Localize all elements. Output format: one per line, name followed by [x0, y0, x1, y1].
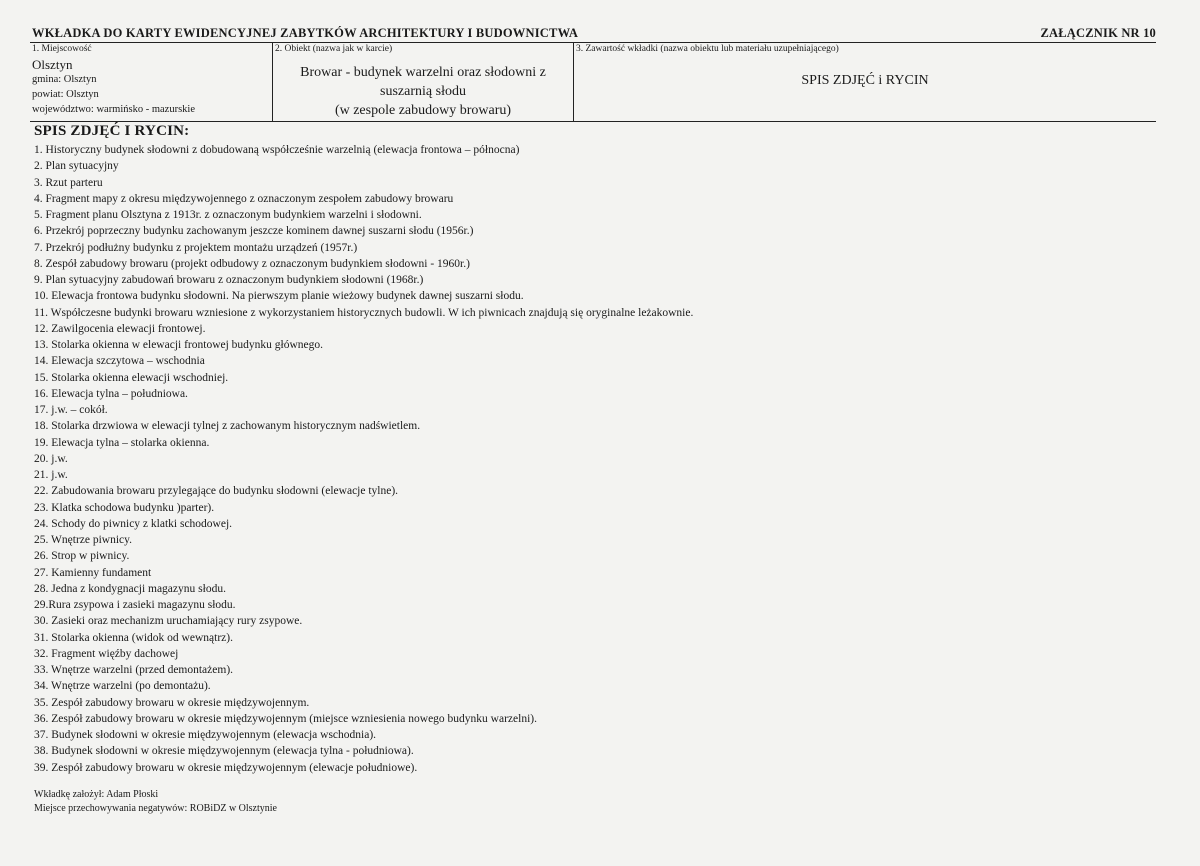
list-item: 4. Fragment mapy z okresu międzywojennego z oznaczonym zespołem zabudowy browaru: [34, 192, 454, 205]
list-item: 30. Zasieki oraz mechanizm uruchamiający rury zsypowe.: [34, 615, 303, 628]
object-line-1: Browar - budynek warzelni oraz słodowni z: [300, 65, 546, 80]
attachment-number: ZAŁĄCZNIK NR 10: [1040, 26, 1156, 40]
object-name: [273, 63, 573, 120]
list-item: 2. Plan sytuacyjny: [34, 160, 119, 173]
author-text: Wkładkę założył: Adam Płoski: [34, 789, 159, 800]
list-item: 26. Strop w piwnicy.: [34, 550, 130, 563]
list-item: 13. Stolarka okienna w elewacji frontowej budynku głównego.: [34, 339, 324, 351]
location-cell: [30, 43, 272, 121]
footer: [34, 788, 277, 816]
list-item: 6. Przekrój poprzeczny budynku zachowanym jeszcze kominem dawnej suszarni słodu (1956r.): [34, 225, 474, 238]
list-item: 3. Rzut parteru: [34, 176, 103, 189]
list-item: 28. Jedna z kondygnacji magazynu słodu.: [34, 582, 226, 595]
list-item: 12. Zawilgocenia elewacji frontowej.: [34, 322, 206, 335]
object-cell: [272, 43, 574, 121]
list-item: 8. Zespół zabudowy browaru (projekt odbudowy z oznaczonym budynkiem słodowni - 1960r.): [34, 257, 470, 270]
list-item: 39. Zespół zabudowy browaru w okresie międzywojennym (elewacje południowe).: [34, 761, 418, 774]
list-item: 37. Budynek słodowni w okresie międzywojennym (elewacja wschodnia).: [34, 729, 377, 741]
list-title: SPIS ZDJĘĆ I RYCIN:: [34, 123, 190, 139]
object-line-2: suszarnią słodu: [380, 84, 466, 99]
header-line: [32, 26, 1156, 41]
list-item: 38. Budynek słodowni w okresie międzywojennym (elewacja tylna - południowa).: [34, 745, 414, 758]
powiat-text: powiat: Olsztyn: [32, 89, 99, 100]
list-item: 33. Wnętrze warzelni (przed demontażem).: [34, 664, 234, 676]
location-name: Olsztyn: [32, 57, 73, 72]
list-item: 20. j.w.: [34, 452, 68, 465]
list-item: 15. Stolarka okienna elewacji wschodniej.: [34, 371, 229, 384]
list-item: 32. Fragment więźby dachowej: [34, 647, 179, 660]
wojewodztwo-text: województwo: warmińsko - mazurskie: [32, 104, 196, 115]
photo-list: [34, 142, 693, 776]
list-item: 11. Współczesne budynki browaru wzniesione z wykorzystaniem historycznych budowli. W ich piwnicach znajdują się oryginalne leżakownie.: [34, 306, 694, 319]
gmina-text: gmina: Olsztyn: [32, 74, 97, 85]
list-item: 1. Historyczny budynek słodowni z dobudowaną współcześnie warzelnią (elewacja frontowa – północna): [34, 144, 520, 156]
contents-value: SPIS ZDJĘĆ i RYCIN: [801, 73, 929, 88]
storage-text: Miejsce przechowywania negatywów: ROBiDZ w Olsztynie: [34, 803, 277, 814]
object-line-3: (w zespole zabudowy browaru): [334, 103, 512, 118]
list-item: 27. Kamienny fundament: [34, 566, 152, 579]
contents-cell: [574, 43, 1156, 121]
list-item: 22. Zabudowania browaru przylegające do budynku słodowni (elewacje tylne).: [34, 485, 399, 498]
object-label: 2. Obiekt (nazwa jak w karcie): [275, 44, 393, 54]
list-item: 9. Plan sytuacyjny zabudowań browaru z oznaczonym budynkiem słodowni (1968r.): [34, 274, 424, 286]
list-item: 18. Stolarka drzwiowa w elewacji tylnej z zachowanym historycznym nadświetlem.: [34, 420, 421, 433]
list-item: 7. Przekrój podłużny budynku z projektem montażu urządzeń (1957r.): [34, 241, 358, 254]
contents-label: 3. Zawartość wkładki (nazwa obiektu lub materiału uzupełniającego): [576, 44, 839, 54]
list-item: 16. Elewacja tylna – południowa.: [34, 387, 188, 400]
list-item: 24. Schody do piwnicy z klatki schodowej.: [34, 517, 233, 530]
document-title: WKŁADKA DO KARTY EWIDENCYJNEJ ZABYTKÓW ARCHITEKTURY I BUDOWNICTWA: [32, 26, 579, 40]
list-item: 5. Fragment planu Olsztyna z 1913r. z oznaczonym budynkiem warzelni i słodowni.: [34, 209, 422, 221]
list-item: 21. j.w.: [34, 469, 68, 481]
list-item: 14. Elewacja szczytowa – wschodnia: [34, 355, 205, 368]
list-item: 34. Wnętrze warzelni (po demontażu).: [34, 680, 211, 693]
list-item: 31. Stolarka okienna (widok od wewnątrz).: [34, 631, 233, 644]
list-item: 35. Zespół zabudowy browaru w okresie międzywojennym.: [34, 696, 310, 709]
list-item: 25. Wnętrze piwnicy.: [34, 534, 133, 546]
list-item: 36. Zespół zabudowy browaru w okresie międzywojennym (miejsce wzniesienia nowego budynku warzelni).: [34, 712, 537, 725]
list-item: 17. j.w. – cokół.: [34, 404, 108, 416]
list-item: 29.Rura zsypowa i zasieki magazynu słodu.: [34, 599, 236, 611]
list-item: 19. Elewacja tylna – stolarka okienna.: [34, 436, 210, 449]
header-table: [30, 42, 1156, 122]
list-item: 10. Elewacja frontowa budynku słodowni. Na pierwszym planie wieżowy budynek dawnej suszarni słodu.: [34, 290, 524, 303]
location-label: 1. Miejscowość: [32, 44, 92, 54]
list-item: 23. Klatka schodowa budynku )parter).: [34, 501, 215, 514]
